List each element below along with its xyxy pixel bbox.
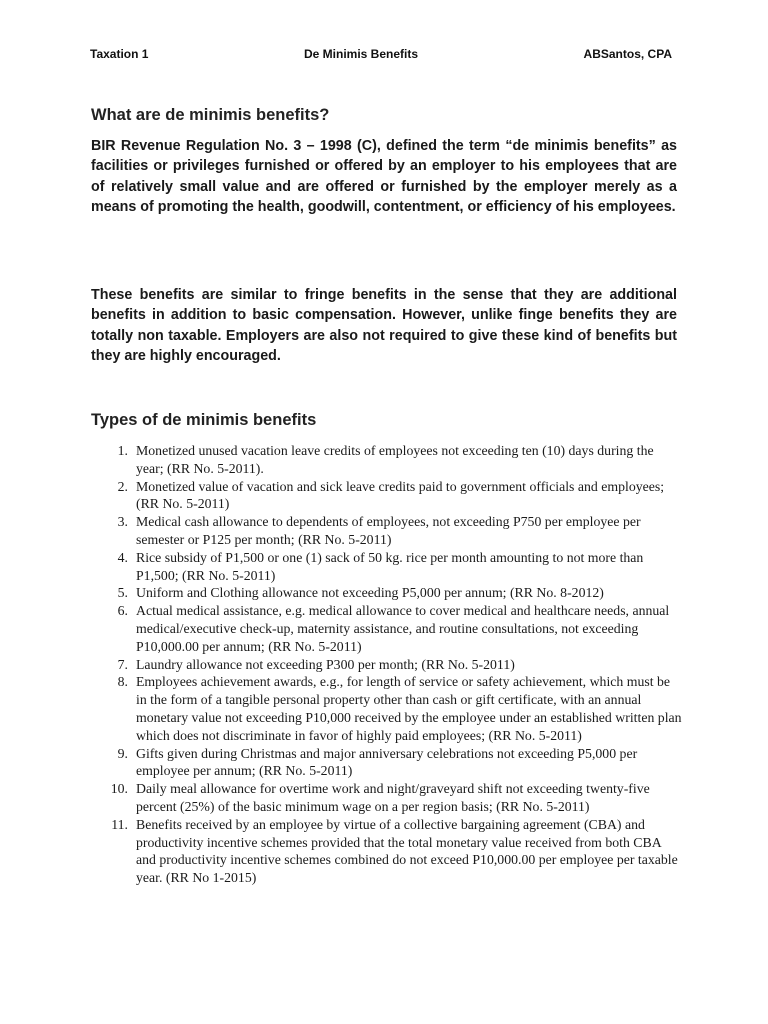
list-item	[104, 673, 682, 744]
list-item-number: 5.	[117, 585, 128, 601]
list-item-text: Actual medical assistance, e.g. medical allowance to cover medical and healthcare needs, annual medical/executive check-up, maternity assistance, and routine consultations, not exceeding P10,000.00 per annum; (RR No. 5-2011)	[136, 603, 670, 654]
list-item-number: 7.	[117, 656, 128, 672]
list-item	[104, 816, 682, 887]
header-topic: De Minimis Benefits	[304, 47, 419, 61]
list-item-number: 3.	[117, 514, 128, 530]
list-item-number: 8.	[117, 674, 128, 690]
list-item	[104, 513, 682, 549]
list-item-text: Medical cash allowance to dependents of employees, not exceeding P750 per employee per semester or P125 per month; (RR No. 5-2011)	[136, 514, 641, 547]
header-author: ABSantos, CPA	[583, 47, 672, 61]
list-item-text: Monetized value of vacation and sick leave credits paid to government officials and employees; (RR No. 5-2011)	[136, 478, 665, 512]
list-item-text: Laundry allowance not exceeding P300 per month; (RR No. 5-2011)	[136, 656, 515, 672]
list-item	[104, 602, 682, 655]
list-item-number: 6.	[117, 603, 128, 619]
page-header	[90, 47, 680, 67]
list-item	[104, 745, 682, 781]
section-heading-types: Types of de minimis benefits	[91, 411, 317, 429]
section-heading-definition: What are de minimis benefits?	[91, 106, 330, 124]
comparison-paragraph: These benefits are similar to fringe benefits in the sense that they are additional benefits in addition to basic compensation. However, unlike finge benefits they are totally non taxable. Employers are also not required to give these kind of benefits but they are highly encouraged.	[91, 287, 677, 365]
list-item-number: 4.	[117, 549, 128, 565]
list-item	[104, 478, 682, 514]
definition-paragraph: BIR Revenue Regulation No. 3 – 1998 (C), defined the term “de minimis benefits” as facilities or privileges furnished or offered by an employer to his employees that are of relatively small value and are offered or furnished by the employer merely as a means of promoting the health, goodwill, contentment, or efficiency of his employees.	[91, 138, 677, 216]
list-item-text: Gifts given during Christmas and major anniversary celebrations not exceeding P5,000 per employee per annum; (RR No. 5-2011)	[136, 745, 638, 779]
benefits-list	[104, 442, 682, 887]
list-item-text: Uniform and Clothing allowance not exceeding P5,000 per annum; (RR No. 8-2012)	[136, 585, 604, 601]
header-course: Taxation 1	[90, 47, 149, 61]
list-item-text: Daily meal allowance for overtime work and night/graveyard shift not exceeding twenty-five percent (25%) of the basic minimum wage on a per region basis; (RR No. 5-2011)	[136, 781, 650, 814]
list-item-number: 2.	[117, 478, 128, 494]
list-item	[104, 780, 682, 816]
list-item-number: 10.	[110, 781, 128, 797]
list-item-text: Monetized unused vacation leave credits of employees not exceeding ten (10) days during the year; (RR No. 5-2011).	[136, 443, 654, 476]
list-item	[104, 656, 682, 674]
list-item-number: 11.	[111, 816, 128, 832]
list-item-text: Rice subsidy of P1,500 or one (1) sack of 50 kg. rice per month amounting to not more than P1,500; (RR No. 5-2011)	[136, 549, 644, 583]
list-item-number: 1.	[117, 443, 128, 458]
list-item	[104, 584, 682, 602]
list-item-number: 9.	[117, 745, 128, 761]
list-item-text: Employees achievement awards, e.g., for length of service or safety achievement, which must be in the form of a tangible personal property other than cash or gift certificate, with an annual monetary value not exceeding P10,000 received by the employee under an established written plan which does not discriminate in favor of highly paid employees; (RR No. 5-2011)	[136, 674, 682, 743]
list-item	[104, 549, 682, 585]
list-item	[104, 442, 682, 478]
list-item-text: Benefits received by an employee by virtue of a collective bargaining agreement (CBA) and productivity incentive schemes provided that the total monetary value received from both CBA and productivity incentive schemes combined do not exceed P10,000.00 per employee per taxable year. (RR No 1-2015)	[136, 816, 678, 886]
